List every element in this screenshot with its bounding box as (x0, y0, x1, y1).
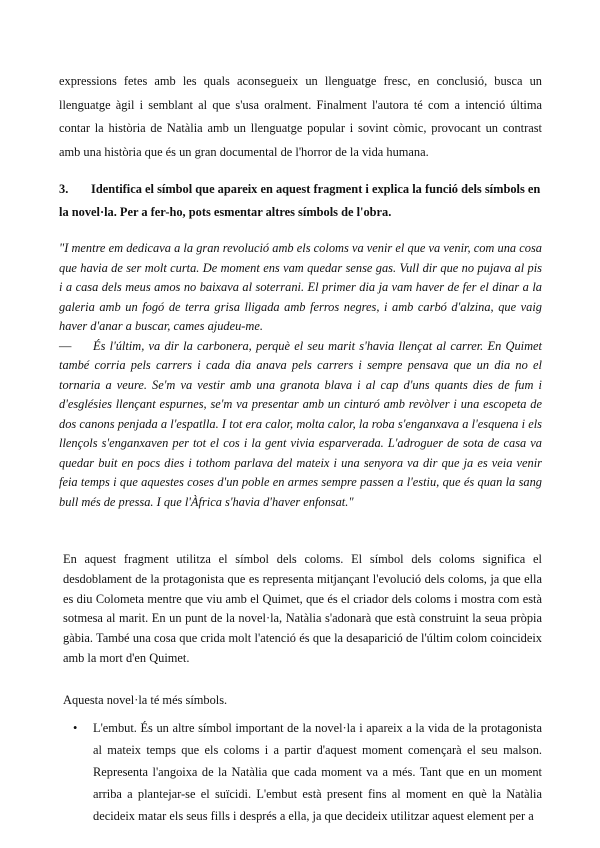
list-item (63, 717, 542, 827)
quoted-fragment (59, 239, 542, 512)
answer-paragraph: En aquest fragment utilitza el símbol dels coloms. El símbol dels coloms significa el desdoblament de la protagonista que es representa mitjançant l'evolució dels coloms, ja que ella es diu Colometa mentre que viu amb el Quimet, que és el criador dels coloms i mostra com està sotmesa al marit. En un punt de la novel·la, Natàlia s'adonarà que està construint la seua pròpia gàbia. També una cosa que crida molt l'atenció és que la desaparició de l'últim colom coincideix amb la mort d'en Quimet. (63, 552, 542, 665)
bullet-icon: • (73, 721, 78, 735)
quote-paragraph-2-text: És l'últim, va dir la carbonera, perquè el seu marit s'havia llençat al carrer. En Quimet també corria pels carrers i cada dia anava pels carrers i sempre pensava que un dia no el tornaria a veure. Se'm va vestir amb una granota blava i al cap d'uns quants dies de fum i d'esglésies llençant espurnes, se'm va presentar amb un cinturó amb revòlver i una escopeta de dos canons penjada a l'espatlla. I tot era calor, molta calor, la roba s'enganxava a l'esquena i els llençols s'enganxaven per tot el cos i la gent vivia esparverada. L'adroguer de sota de casa va quedar buit en pocs dies i tothom parlava del mateix i una senyora va dir que ja es veia venir feia temps i que aquestes coses d'un poble en armes sempre passen a l'estiu, que és quan la sang bull més de pressa. I que l'Àfrica s'havia d'haver enfonsat." (59, 338, 542, 509)
question-heading (59, 178, 542, 224)
symbols-list (63, 717, 542, 827)
question-text: Identifica el símbol que apareix en aquest fragment i explica la funció dels símbols en la novel·la. Per a fer-ho, pots esmentar altres símbols de l'obra. (59, 182, 541, 219)
question-number: 3. (59, 182, 69, 196)
quote-paragraph-2 (59, 337, 542, 513)
list-item-text: L'embut. És un altre símbol important de la novel·la i apareix a la vida de la protagonista al mateix temps que els coloms i a partir d'aquest moment començarà el seu malson. Representa l'angoixa de la Natàlia que cada moment va a més. Tant que en un moment arriba a plantejar-se el suïcidi. L'embut està present fins al moment en què la Natàlia decideix matar els seus fills i després a ella, ja que decideix utilitzar aquest element per a (93, 721, 542, 823)
intro-paragraph: expressions fetes amb les quals aconsegueix un llenguatge fresc, en conclusió, busca un llenguatge àgil i semblant al que s'usa oralment. Finalment l'autora té com a intenció última contar la història de Natàlia amb un llenguatge popular i sovint còmic, provocant un contrast amb una història que és un gran documental de l'horror de la vida humana. (59, 74, 542, 159)
quote-dash: — (59, 338, 72, 353)
quote-paragraph-1: "I mentre em dedicava a la gran revolució amb els coloms va venir el que va venir, com una cosa que havia de ser molt curta. De moment ens vam quedar sense gas. Vull dir que no pujava al pis i a casa dels meus amos no baixava al soterrani. El primer dia ja vam haver de fer el dinar a la galeria amb un fogó de terra grisa lligada amb ferros negres, i amb carbó d'alzina, que vaig haver d'anar a buscar, cames ajudeu-me. (59, 241, 542, 333)
symbols-intro: Aquesta novel·la té més símbols. (63, 693, 228, 707)
